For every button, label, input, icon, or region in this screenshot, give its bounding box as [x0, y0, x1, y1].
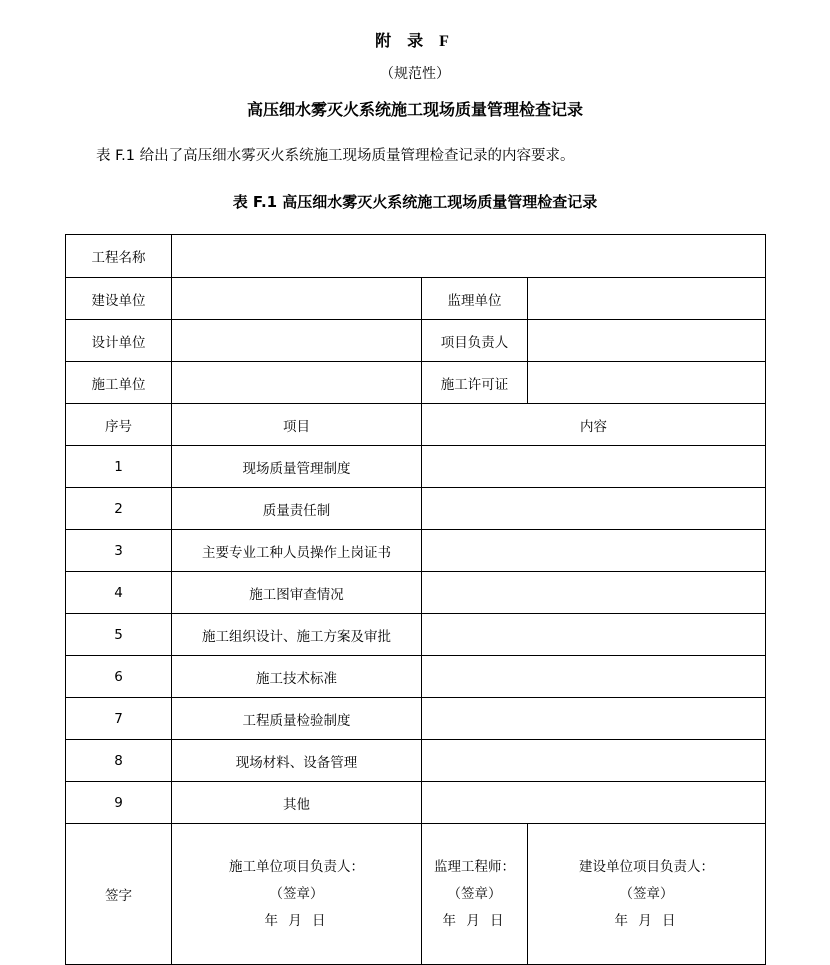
- row-item: 工程质量检验制度: [172, 698, 422, 740]
- row-content[interactable]: [422, 698, 766, 740]
- value-construction-unit[interactable]: [172, 278, 422, 320]
- signature-role: 监理工程师：: [434, 858, 515, 875]
- signature-date: 年 月 日: [442, 912, 507, 929]
- row-no: 7: [66, 698, 172, 740]
- table-caption: 表 F.1 高压细水雾灭火系统施工现场质量管理检查记录: [232, 193, 598, 211]
- row-item: 其他: [172, 782, 422, 824]
- signature-date: 年 月 日: [614, 912, 679, 929]
- column-header-item: 项目: [172, 404, 422, 446]
- table-row: [66, 614, 766, 656]
- quality-management-record-table: [65, 234, 766, 965]
- label-design-unit: 设计单位: [66, 320, 172, 362]
- table-row: [66, 572, 766, 614]
- table-container: [65, 234, 765, 965]
- signature-date: 年 月 日: [264, 912, 329, 929]
- signature-seal: （签章）: [619, 885, 674, 902]
- table-row: [66, 446, 766, 488]
- table-row: [66, 235, 766, 278]
- label-construction-permit: 施工许可证: [422, 362, 528, 404]
- row-item: 主要专业工种人员操作上岗证书: [172, 530, 422, 572]
- value-design-unit[interactable]: [172, 320, 422, 362]
- row-content[interactable]: [422, 488, 766, 530]
- column-header-content: 内容: [422, 404, 766, 446]
- table-row: [66, 698, 766, 740]
- row-item: 质量责任制: [172, 488, 422, 530]
- document-page: [0, 28, 830, 947]
- label-project-name: 工程名称: [66, 235, 172, 278]
- row-content[interactable]: [422, 740, 766, 782]
- signature-role: 施工单位项目负责人：: [229, 858, 364, 875]
- appendix-subtitle: （规范性）: [380, 66, 450, 82]
- row-no: 6: [66, 656, 172, 698]
- row-item: 施工技术标准: [172, 656, 422, 698]
- label-supervision-unit: 监理单位: [422, 278, 528, 320]
- signature-role: 建设单位项目负责人：: [579, 858, 714, 875]
- value-project-leader[interactable]: [528, 320, 766, 362]
- label-construction-unit: 建设单位: [66, 278, 172, 320]
- label-project-leader: 项目负责人: [422, 320, 528, 362]
- value-construction-permit[interactable]: [528, 362, 766, 404]
- row-content[interactable]: [422, 530, 766, 572]
- signature-label: 签字: [66, 824, 172, 965]
- row-item: 施工图审查情况: [172, 572, 422, 614]
- value-project-name[interactable]: [172, 235, 766, 278]
- row-content[interactable]: [422, 656, 766, 698]
- label-contractor-unit: 施工单位: [66, 362, 172, 404]
- column-header-no: 序号: [66, 404, 172, 446]
- table-row: [66, 320, 766, 362]
- row-content[interactable]: [422, 572, 766, 614]
- table-row: [66, 782, 766, 824]
- table-row: [66, 530, 766, 572]
- row-item: 现场材料、设备管理: [172, 740, 422, 782]
- signature-block-supervisor[interactable]: [422, 824, 528, 965]
- value-contractor-unit[interactable]: [172, 362, 422, 404]
- row-content[interactable]: [422, 782, 766, 824]
- table-column-header-row: [66, 404, 766, 446]
- row-no: 3: [66, 530, 172, 572]
- appendix-title: 附 录 F: [375, 33, 455, 50]
- row-no: 2: [66, 488, 172, 530]
- signature-row: [66, 824, 766, 965]
- row-no: 9: [66, 782, 172, 824]
- signature-block-owner[interactable]: [528, 824, 766, 965]
- row-no: 5: [66, 614, 172, 656]
- row-content[interactable]: [422, 446, 766, 488]
- signature-seal: （签章）: [269, 885, 324, 902]
- row-item: 现场质量管理制度: [172, 446, 422, 488]
- table-row: [66, 362, 766, 404]
- signature-seal: （签章）: [447, 885, 502, 902]
- row-no: 4: [66, 572, 172, 614]
- row-content[interactable]: [422, 614, 766, 656]
- row-no: 8: [66, 740, 172, 782]
- value-supervision-unit[interactable]: [528, 278, 766, 320]
- appendix-name: 高压细水雾灭火系统施工现场质量管理检查记录: [246, 100, 583, 119]
- table-row: [66, 740, 766, 782]
- signature-block-contractor[interactable]: [172, 824, 422, 965]
- row-item: 施工组织设计、施工方案及审批: [172, 614, 422, 656]
- row-no: 1: [66, 446, 172, 488]
- intro-paragraph: 表 F.1 给出了高压细水雾灭火系统施工现场质量管理检查记录的内容要求。: [96, 148, 575, 164]
- table-row: [66, 656, 766, 698]
- table-row: [66, 278, 766, 320]
- table-row: [66, 488, 766, 530]
